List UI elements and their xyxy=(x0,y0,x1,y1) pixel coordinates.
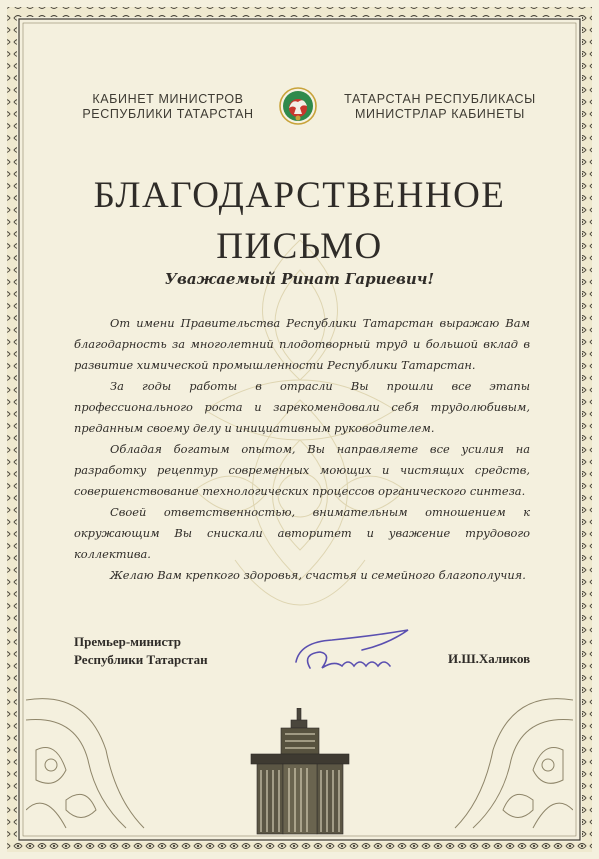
paragraph: За годы работы в отрасли Вы прошли все этапы профессионального роста и зарекомендовали себя трудолюбивым, преданным своему делу и инициативным руководителем. xyxy=(74,379,530,435)
signatory-position xyxy=(74,633,208,669)
signatory-name: И.Ш.Халиков xyxy=(448,651,531,666)
document-title xyxy=(0,170,599,272)
letterhead-tt-line2: МИНИСТРЛАР КАБИНЕТЫ xyxy=(355,107,525,121)
signatory-position-line1: Премьер-министр xyxy=(74,634,182,649)
letter-body xyxy=(74,313,530,586)
handwritten-signature xyxy=(292,624,422,680)
signatory-position-line2: Республики Татарстан xyxy=(74,652,208,667)
letterhead-tatar xyxy=(340,92,540,122)
paragraph: Своей ответственностью, внимательным отношением к окружающим Вы снискали авторитет и уважение трудового коллектива. xyxy=(74,505,530,561)
title-line2: ПИСЬМО xyxy=(216,226,383,267)
greeting: Уважаемый Ринат Гариевич! xyxy=(164,270,435,288)
corner-ornament-left xyxy=(26,690,146,830)
paragraph: Желаю Вам крепкого здоровья, счастья и семейного благополучия. xyxy=(110,568,526,582)
letterhead-ru-line2: РЕСПУБЛИКИ ТАТАРСТАН xyxy=(82,107,254,121)
letterhead-russian xyxy=(68,92,268,122)
letterhead-ru-line1: КАБИНЕТ МИНИСТРОВ xyxy=(92,92,244,106)
corner-ornament-right xyxy=(453,690,573,830)
tatarstan-coat-of-arms-icon xyxy=(278,86,318,126)
letterhead-tt-line1: ТАТАРСТАН РЕСПУБЛИКАСЫ xyxy=(344,92,536,106)
paragraph: От имени Правительства Республики Татарстан выражаю Вам благодарность за многолетний плодотворный труд и большой вклад в развитие химической промышленности Республики Татарстан. xyxy=(74,316,530,372)
title-line1: БЛАГОДАРСТВЕННОЕ xyxy=(93,175,506,216)
paragraph: Обладая богатым опытом, Вы направляете все усилия на разработку рецептур современных моющих и чистящих средств, совершенствование технологических процессов органического синтеза. xyxy=(74,442,530,498)
letterhead xyxy=(40,86,559,130)
government-building-icon xyxy=(245,708,355,836)
